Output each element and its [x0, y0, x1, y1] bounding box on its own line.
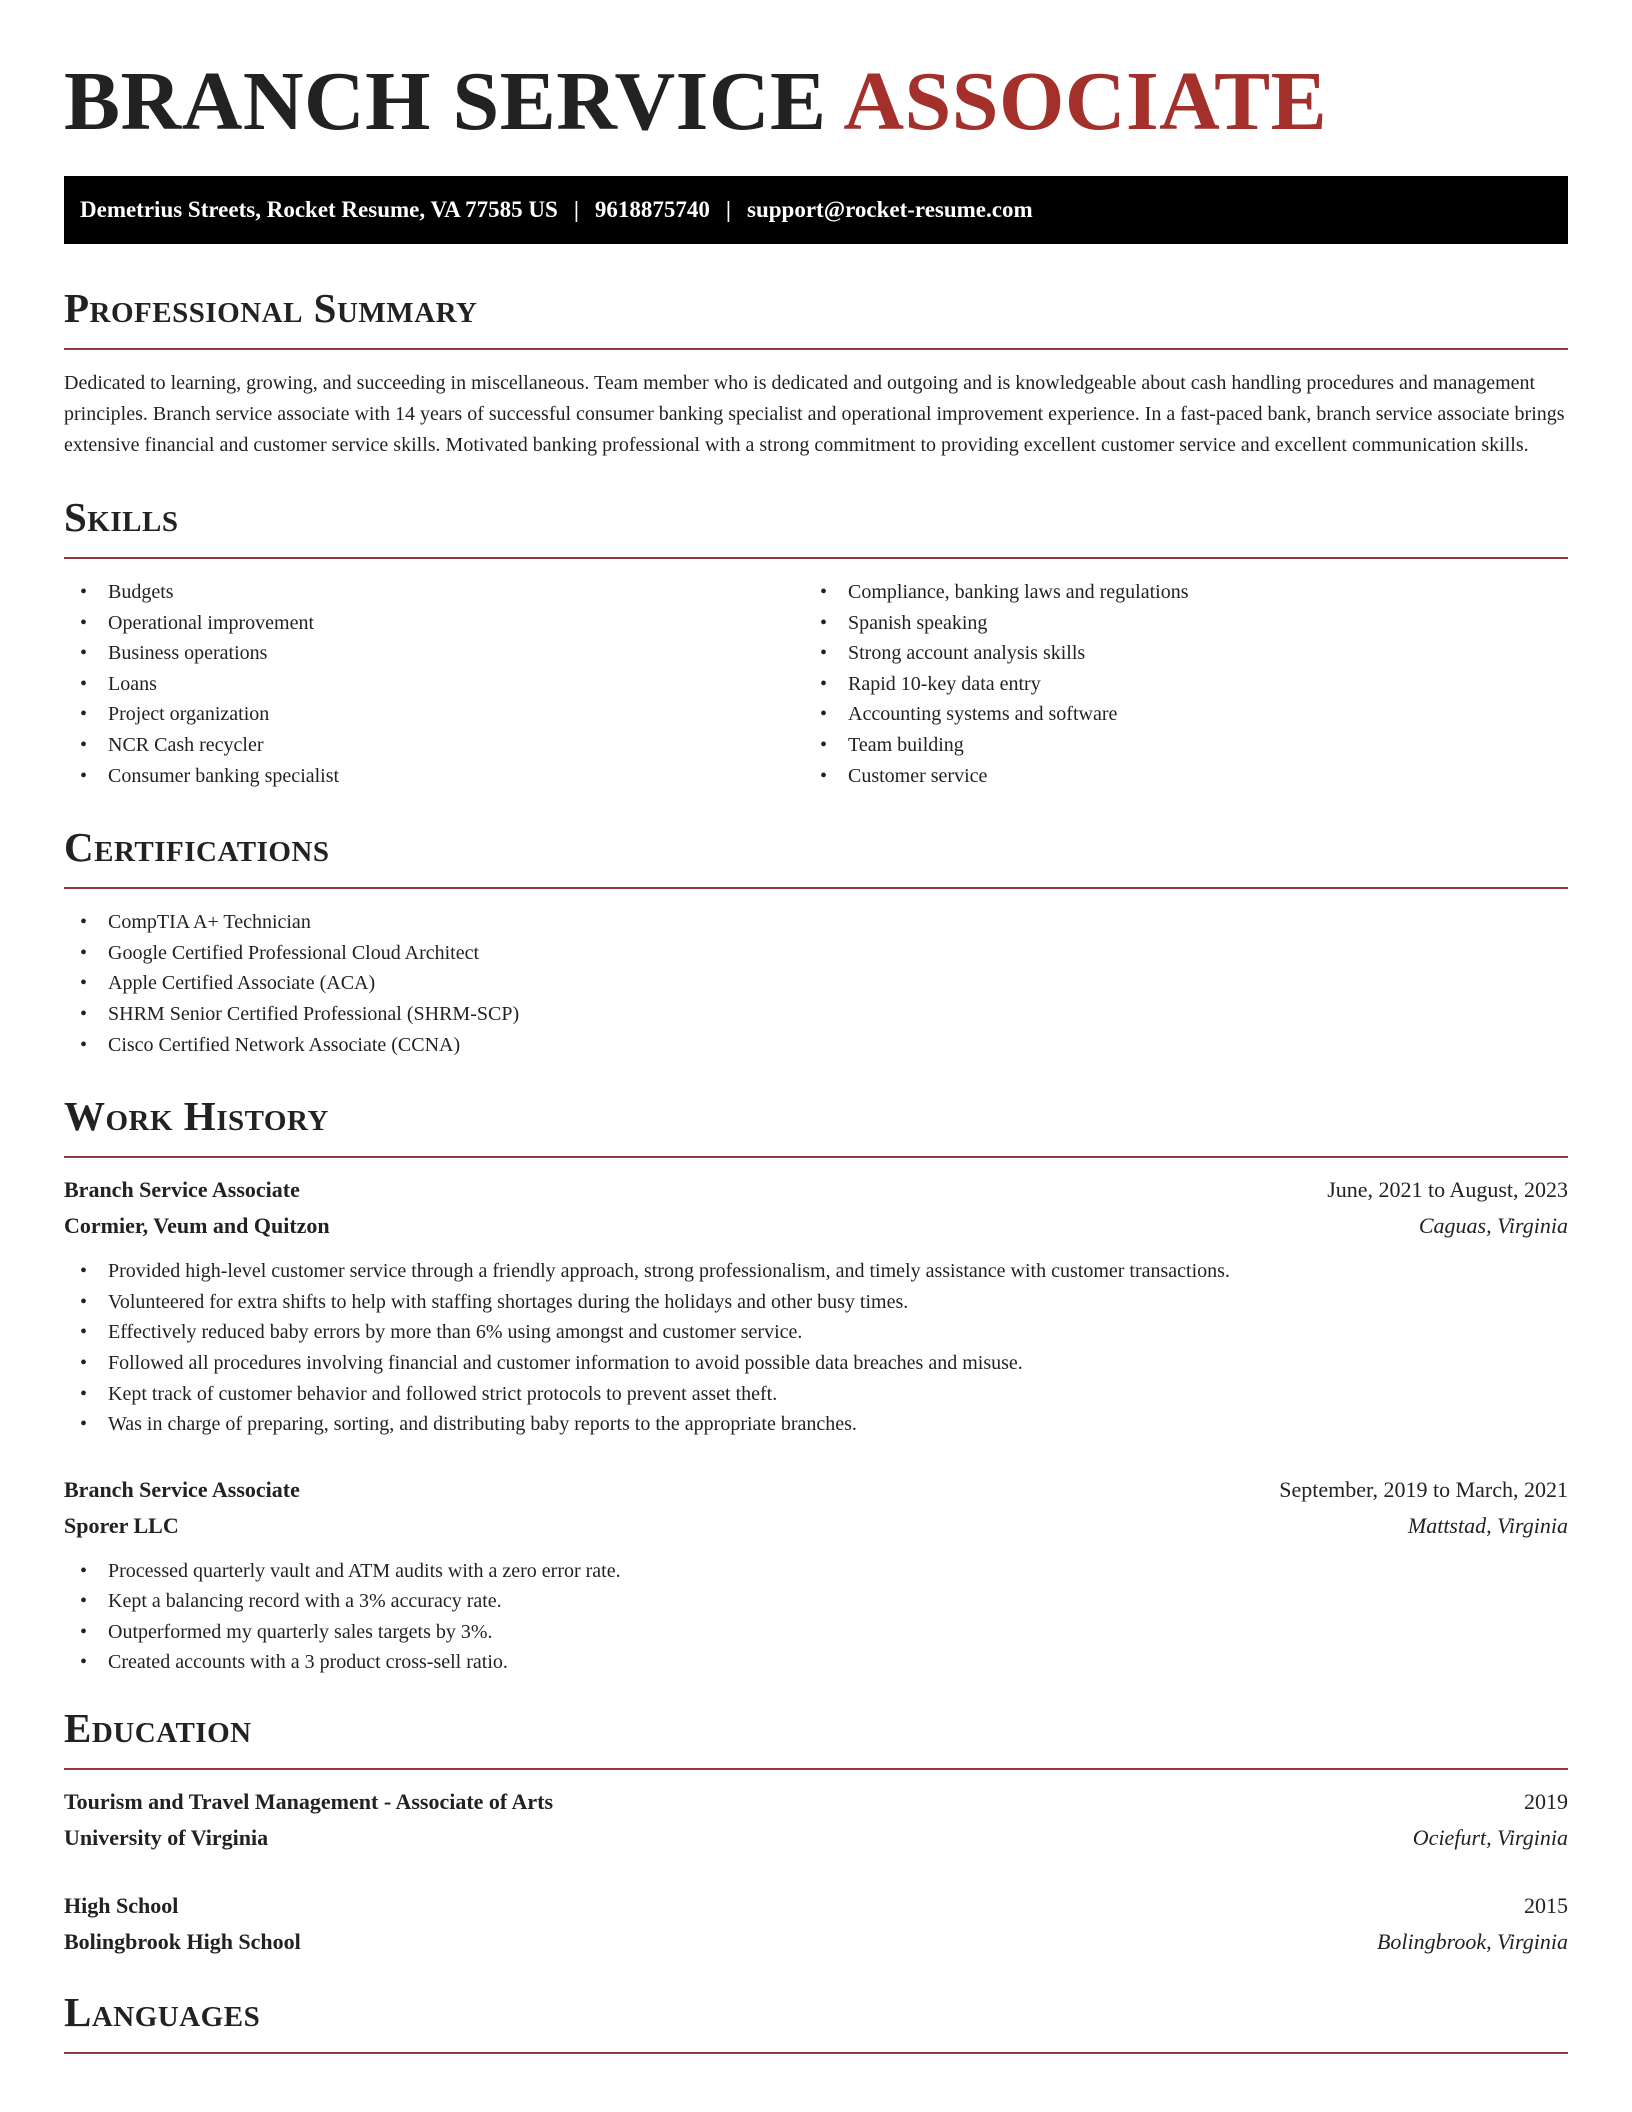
list-item: • Project organization: [64, 699, 804, 730]
job-entry: [64, 1172, 1568, 1440]
education-location: Ociefurt, Virginia: [1412, 1825, 1568, 1851]
education-school-row: [64, 1924, 1568, 1960]
list-item: • Customer service: [804, 761, 1544, 792]
job-bullets: [64, 1256, 1568, 1440]
section-heading-skills: Skills: [64, 494, 179, 540]
list-item: • Followed all procedures involving financial and customer information to avoid possible data breaches and misuse.: [64, 1348, 1568, 1379]
list-item: • Team building: [804, 730, 1544, 761]
summary-text: Dedicated to learning, growing, and succeeding in miscellaneous. Team member who is dedicated and outgoing and is knowledgeable about cash handling procedures and management principles. Branch service associate with 14 years of successful consumer banking specialist and operational improvement experience. In a fast-paced bank, branch service associate brings extensive financial and customer service skills. Motivated banking professional with a strong commitment to providing excellent customer service and excellent communication skills.: [64, 372, 1565, 456]
skills-section: [64, 491, 1568, 791]
section-divider: [64, 1156, 1568, 1158]
list-item: • Loans: [64, 669, 804, 700]
contact-phone: 9618875740: [594, 197, 710, 222]
education-degree-row: [64, 1888, 1568, 1924]
section-divider: [64, 2052, 1568, 2054]
summary-section: [64, 282, 1568, 461]
title-job-name: BRANCH SERVICE: [64, 55, 827, 148]
list-item: • Budgets: [64, 577, 804, 608]
education-entry: [64, 1784, 1568, 1856]
education-degree: Tourism and Travel Management - Associate of Arts: [64, 1789, 554, 1815]
list-item: • Strong account analysis skills: [804, 638, 1544, 669]
list-item: • NCR Cash recycler: [64, 730, 804, 761]
section-divider: [64, 557, 1568, 559]
job-title: Branch Service Associate: [64, 1476, 300, 1502]
job-dates: June, 2021 to August, 2023: [1327, 1177, 1568, 1203]
section-heading-summary: Professional Summary: [64, 285, 478, 331]
job-dates: September, 2019 to March, 2021: [1279, 1476, 1568, 1502]
education-entry: [64, 1888, 1568, 1960]
list-item: • Processed quarterly vault and ATM audits with a zero error rate.: [64, 1556, 1568, 1587]
list-item: • Outperformed my quarterly sales targets by 3%.: [64, 1617, 1568, 1648]
skills-list-right: [804, 577, 1544, 791]
job-location: Caguas, Virginia: [1418, 1213, 1568, 1239]
languages-section: [64, 1986, 1568, 2054]
work-history-section: [64, 1090, 1568, 1678]
list-item: • Rapid 10-key data entry: [804, 669, 1544, 700]
list-item: • Operational improvement: [64, 608, 804, 639]
list-item: • Created accounts with a 3 product cross-sell ratio.: [64, 1647, 1568, 1678]
section-divider: [64, 887, 1568, 889]
section-divider: [64, 1768, 1568, 1770]
skills-columns: [64, 577, 1568, 791]
list-item: • Accounting systems and software: [804, 699, 1544, 730]
job-bullets: [64, 1556, 1568, 1678]
list-item: • Apple Certified Associate (ACA): [64, 968, 1568, 999]
section-heading-work-history: Work History: [64, 1093, 329, 1140]
job-entry: [64, 1472, 1568, 1678]
education-location: Bolingbrook, Virginia: [1376, 1929, 1568, 1955]
job-header-row: [64, 1472, 1568, 1508]
education-year: 2015: [1524, 1893, 1568, 1919]
title-job-role: ASSOCIATE: [843, 55, 1328, 148]
list-item: • Kept a balancing record with a 3% accuracy rate.: [64, 1586, 1568, 1617]
job-company-row: [64, 1208, 1568, 1244]
job-company: Cormier, Veum and Quitzon: [64, 1213, 330, 1239]
list-item: • Was in charge of preparing, sorting, and distributing baby reports to the appropriate branches.: [64, 1409, 1568, 1440]
education-section: [64, 1702, 1568, 1960]
list-item: • SHRM Senior Certified Professional (SHRM-SCP): [64, 999, 1568, 1030]
resume-title: [64, 0, 1568, 152]
section-heading-languages: Languages: [64, 1989, 261, 2036]
list-item: • Consumer banking specialist: [64, 761, 804, 792]
job-company-row: [64, 1508, 1568, 1544]
list-item: • Provided high-level customer service through a friendly approach, strong professionalism, and timely assistance with customer transactions.: [64, 1256, 1568, 1287]
certifications-section: [64, 821, 1568, 1060]
job-company: Sporer LLC: [64, 1512, 179, 1538]
skills-list-left: [64, 577, 804, 791]
contact-separator: |: [725, 197, 731, 222]
education-degree-row: [64, 1784, 1568, 1820]
contact-email: support@rocket-resume.com: [747, 197, 1033, 222]
education-school-row: [64, 1820, 1568, 1856]
education-degree: High School: [64, 1893, 179, 1919]
contact-address: Demetrius Streets, Rocket Resume, VA 77585 US: [80, 197, 558, 222]
list-item: • Spanish speaking: [804, 608, 1544, 639]
contact-separator: |: [573, 197, 579, 222]
contact-bar: [64, 176, 1568, 244]
section-heading-certifications: Certifications: [64, 824, 330, 871]
job-header-row: [64, 1172, 1568, 1208]
list-item: • Volunteered for extra shifts to help with staffing shortages during the holidays and other busy times.: [64, 1287, 1568, 1318]
education-year: 2019: [1524, 1789, 1568, 1815]
list-item: • CompTIA A+ Technician: [64, 907, 1568, 938]
section-divider: [64, 348, 1568, 350]
section-heading-education: Education: [64, 1705, 252, 1752]
list-item: • Google Certified Professional Cloud Architect: [64, 938, 1568, 969]
education-school: Bolingbrook High School: [64, 1929, 301, 1955]
list-item: • Effectively reduced baby errors by more than 6% using amongst and customer service.: [64, 1317, 1568, 1348]
list-item: • Business operations: [64, 638, 804, 669]
certifications-list: [64, 907, 1568, 1060]
job-location: Mattstad, Virginia: [1407, 1512, 1568, 1538]
job-title: Branch Service Associate: [64, 1177, 300, 1203]
list-item: • Compliance, banking laws and regulations: [804, 577, 1544, 608]
list-item: • Kept track of customer behavior and followed strict protocols to prevent asset theft.: [64, 1379, 1568, 1410]
list-item: • Cisco Certified Network Associate (CCNA): [64, 1030, 1568, 1061]
education-school: University of Virginia: [64, 1825, 269, 1851]
